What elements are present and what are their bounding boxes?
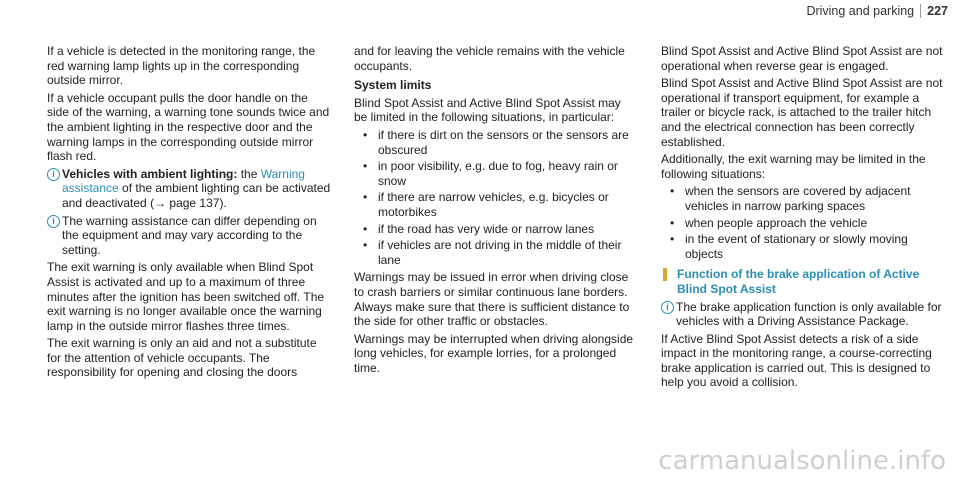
- paragraph: Blind Spot Assist and Active Blind Spot Assist are not operational if transport equipment, for example a trailer or bicycle rack, is attached to the trailer hitch and the electrical connection has been correctly established.: [661, 76, 943, 149]
- page-header: [806, 4, 948, 18]
- paragraph: Additionally, the exit warning may be limited in the following situations:: [661, 152, 926, 181]
- paragraph: The exit warning is only available when Blind Spot Assist is activated and up to a maximum of three minutes after the ignition has been switched off. The exit warning is no longer available once the warning lamp in the outside mirror flashes three times.: [47, 260, 325, 333]
- info-icon: i: [47, 215, 60, 228]
- list-item: • if there is dirt on the sensors or the sensors are obscured: [354, 128, 636, 157]
- bullet-list: [354, 128, 636, 267]
- column-1: [47, 44, 332, 383]
- column-2: [354, 44, 636, 378]
- warning-assistance-link[interactable]: Warning assistance: [62, 166, 305, 196]
- info-icon: i: [47, 168, 60, 181]
- note-text: The brake application function is only available for vehicles with a Driving Assistance Package.: [676, 299, 942, 329]
- column-3: [661, 44, 944, 393]
- paragraph: Warnings may be issued in error when driving close to crash barriers or similar continuous lane borders. Always make sure that there is sufficient distance to the side for other traffic or obstacles.: [354, 270, 630, 329]
- subheading: System limits: [354, 78, 432, 93]
- bullet-list: [661, 184, 944, 261]
- watermark: carmanualsonline.info: [658, 446, 946, 476]
- paragraph: If a vehicle occupant pulls the door handle on the side of the warning, a warning tone sounds twice and the ambient lighting in the respective door and the warning lamps in the corresponding outside mirror flash red.: [47, 90, 330, 164]
- paragraph: If Active Blind Spot Assist detects a risk of a side impact in the monitoring range, a course-correcting brake application is carried out. This is designed to help you avoid a collision.: [661, 331, 932, 390]
- info-icon: i: [661, 301, 674, 314]
- list-item: • if vehicles are not driving in the middle of their lane: [354, 238, 636, 267]
- note-bold: Vehicles with ambient lighting:: [62, 166, 238, 181]
- list-item: • in the event of stationary or slowly moving objects: [661, 232, 944, 261]
- paragraph: The exit warning is only an aid and not a substitute for the attention of vehicle occupants. The responsibility for opening and closing the doors: [47, 336, 317, 380]
- list-item: • in poor visibility, e.g. due to fog, heavy rain or snow: [354, 159, 636, 188]
- section-title: Driving and parking: [806, 4, 915, 18]
- note-text: of the ambient lighting can be activated and deactivated (→ page 137).: [62, 181, 331, 210]
- paragraph: If a vehicle is detected in the monitoring range, the red warning lamp lights up in the corresponding outside mirror.: [47, 44, 316, 88]
- paragraph: Blind Spot Assist and Active Blind Spot Assist may be limited in the following situations, in particular:: [354, 95, 621, 125]
- section-marker: [663, 268, 667, 281]
- list-item: • if the road has very wide or narrow lanes: [354, 222, 636, 237]
- note-text: The warning assistance can differ depending on the equipment and may vary according to the setting.: [62, 213, 317, 257]
- note: [47, 167, 332, 211]
- section-heading: [661, 267, 944, 296]
- list-item: • when the sensors are covered by adjacent vehicles in narrow parking spaces: [661, 184, 944, 213]
- paragraph: Blind Spot Assist and Active Blind Spot Assist are not operational when reverse gear is engaged.: [661, 44, 943, 73]
- note-text: the: [237, 166, 261, 181]
- list-item: • when people approach the vehicle: [661, 216, 944, 231]
- paragraph: and for leaving the vehicle remains with the vehicle occupants.: [354, 44, 625, 73]
- paragraph: Warnings may be interrupted when driving alongside long vehicles, for example lorries, for a prolonged time.: [354, 331, 634, 375]
- note: [47, 214, 332, 258]
- section-heading-text: Function of the brake application of Active Blind Spot Assist: [677, 267, 920, 296]
- list-item: • if there are narrow vehicles, e.g. bicycles or motorbikes: [354, 190, 636, 219]
- page-number: 227: [920, 4, 948, 18]
- note: [661, 300, 944, 329]
